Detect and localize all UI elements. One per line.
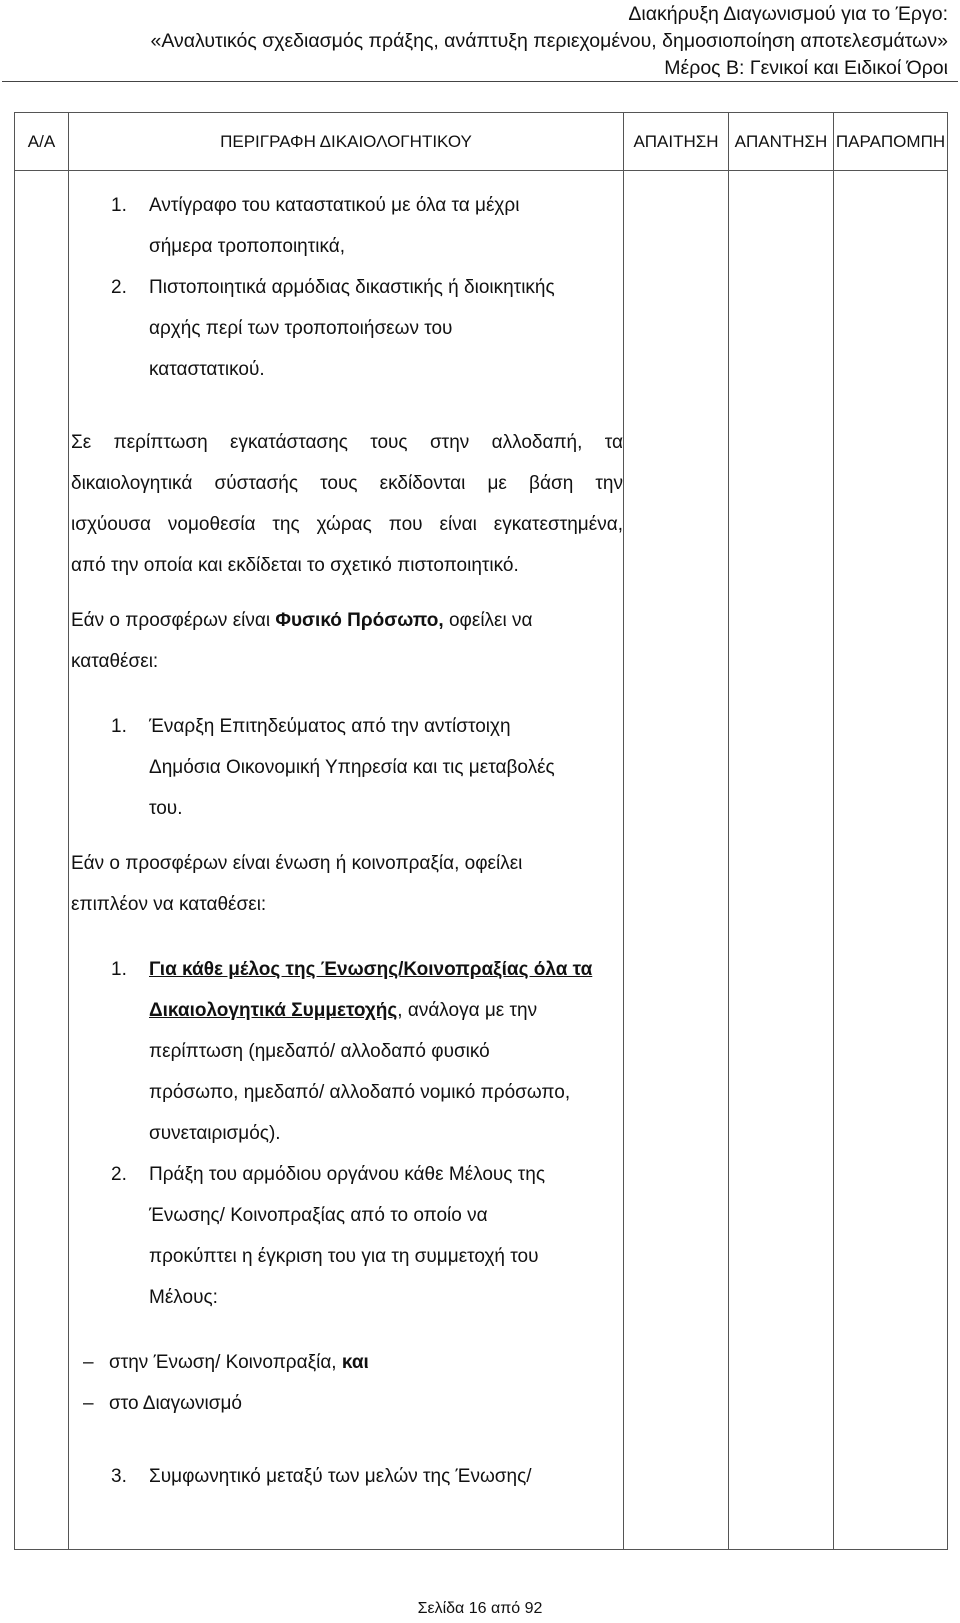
- cell-aa: [15, 171, 69, 1550]
- list-item: 1. Αντίγραφο του καταστατικού με όλα τα μέχρι: [111, 195, 520, 216]
- table-header-row: [15, 113, 948, 171]
- column-header-reference: ΠΑΡΑΠΟΜΠΗ: [834, 113, 948, 171]
- table-row: [15, 171, 948, 1550]
- column-header-description: ΠΕΡΙΓΡΑΦΗ ΔΙΚΑΙΟΛΟΓΗΤΙΚΟΥ: [69, 113, 624, 171]
- header-line-3: Μέρος Β: Γενικοί και Ειδικοί Όροι: [664, 57, 948, 79]
- cell-reference: [834, 171, 948, 1550]
- list-item: 3. Συμφωνητικό μεταξύ των μελών της Ένωσης/: [111, 1466, 532, 1487]
- header-line-2: «Αναλυτικός σχεδιασμός πράξης, ανάπτυξη περιεχομένου, δημοσιοποίηση αποτελεσμάτων»: [150, 30, 948, 52]
- union-paragraph: Εάν ο προσφέρων είναι ένωση ή κοινοπραξία, οφείλει επιπλέον να καταθέσει:: [71, 853, 523, 915]
- list-item: 1. Για κάθε μέλος της Ένωσης/Κοινοπραξίας όλα τα: [111, 959, 593, 980]
- list-item: 2. Πράξη του αρμόδιου οργάνου κάθε Μέλους της: [111, 1164, 545, 1185]
- header-divider: [2, 81, 958, 82]
- dash-list-item: – στο Διαγωνισμό: [83, 1393, 242, 1414]
- page-number: Σελίδα 16 από 92: [417, 1600, 543, 1617]
- foreign-establishment-paragraph: Σε περίπτωση εγκατάστασης τους στην αλλοδαπή, τα δικαιολογητικά σύστασής τους εκδίδονται με βάση την ισχύουσα νομοθεσία της χώρας που είναι εγκατεστημένα, από την οποία και εκδίδεται το σχετικό πιστοποιητικό.: [71, 432, 623, 576]
- column-header-requirement: ΑΠΑΙΤΗΣΗ: [624, 113, 729, 171]
- list-item: 1. Έναρξη Επιτηδεύματος από την αντίστοιχη: [111, 716, 511, 737]
- column-header-aa: Α/Α: [15, 113, 69, 171]
- list-item: 2. Πιστοποιητικά αρμόδιας δικαστικής ή διοικητικής: [111, 277, 555, 298]
- cell-answer: [729, 171, 834, 1550]
- cell-description: [69, 171, 624, 1550]
- description-content: 1. Αντίγραφο του καταστατικού με όλα τα μέχρι σήμερα τροποποιητικά, 2. Πιστοποιητικά αρμόδιας δικαστικής ή διοικητικής αρχής περί των τροποποιήσεων του καταστατικού. Σε περίπτωση εγκατάστασης τους στην αλλοδαπή, τα δικαιολογητικά σύστασής τους εκδίδονται με βάση την ισχύουσα νομοθεσία της χώρας που είναι εγκατεστημένα, από την οποία και εκδίδεται το σχετικό πιστοποιητικό. Εάν ο προσφέρων είναι Φυσικό Πρόσωπο, οφείλει να καταθέσει: 1. Έναρξη Επιτηδεύματος από την αντίστοιχη Δημόσια Οικονομική Υπηρεσία και τις μεταβολές του. Εάν ο προσφέρων είναι ένωση ή κοινοπραξία, οφείλει επιπλέον να καταθέσει: 1. Για κάθε μέλος της Ένωσης/Κοινοπραξίας όλα τα Δικαιολογητικά Συμμετοχής, ανάλογα με την περίπτωση (ημεδαπό/ αλλοδαπό φυσικό πρόσωπο, ημεδαπό/ αλλοδαπό νομικό πρόσωπο, συνεταιρισμός). 2. Πράξη του αρμόδιου οργάνου κάθε Μέλους της Ένωσης/ Κοινοπραξίας από το οποίο να προκύπτει η έγκριση του για τη συμμετοχή του Μέλους: – στην Ένωση/ Κοινοπραξία, και – στο Διαγωνισμό 3. Συμφωνητικό μεταξύ των μελών της Ένωσης/: [69, 171, 623, 1497]
- cell-requirement: [624, 171, 729, 1550]
- header-line-1: Διακήρυξη Διαγωνισμού για το Έργο:: [628, 3, 948, 25]
- dash-list-item: – στην Ένωση/ Κοινοπραξία, και: [83, 1352, 369, 1373]
- requirements-table: [14, 112, 948, 1550]
- column-header-answer: ΑΠΑΝΤΗΣΗ: [729, 113, 834, 171]
- document-header: [8, 0, 948, 82]
- natural-person-paragraph: Εάν ο προσφέρων είναι Φυσικό Πρόσωπο, οφείλει να καταθέσει:: [71, 610, 533, 672]
